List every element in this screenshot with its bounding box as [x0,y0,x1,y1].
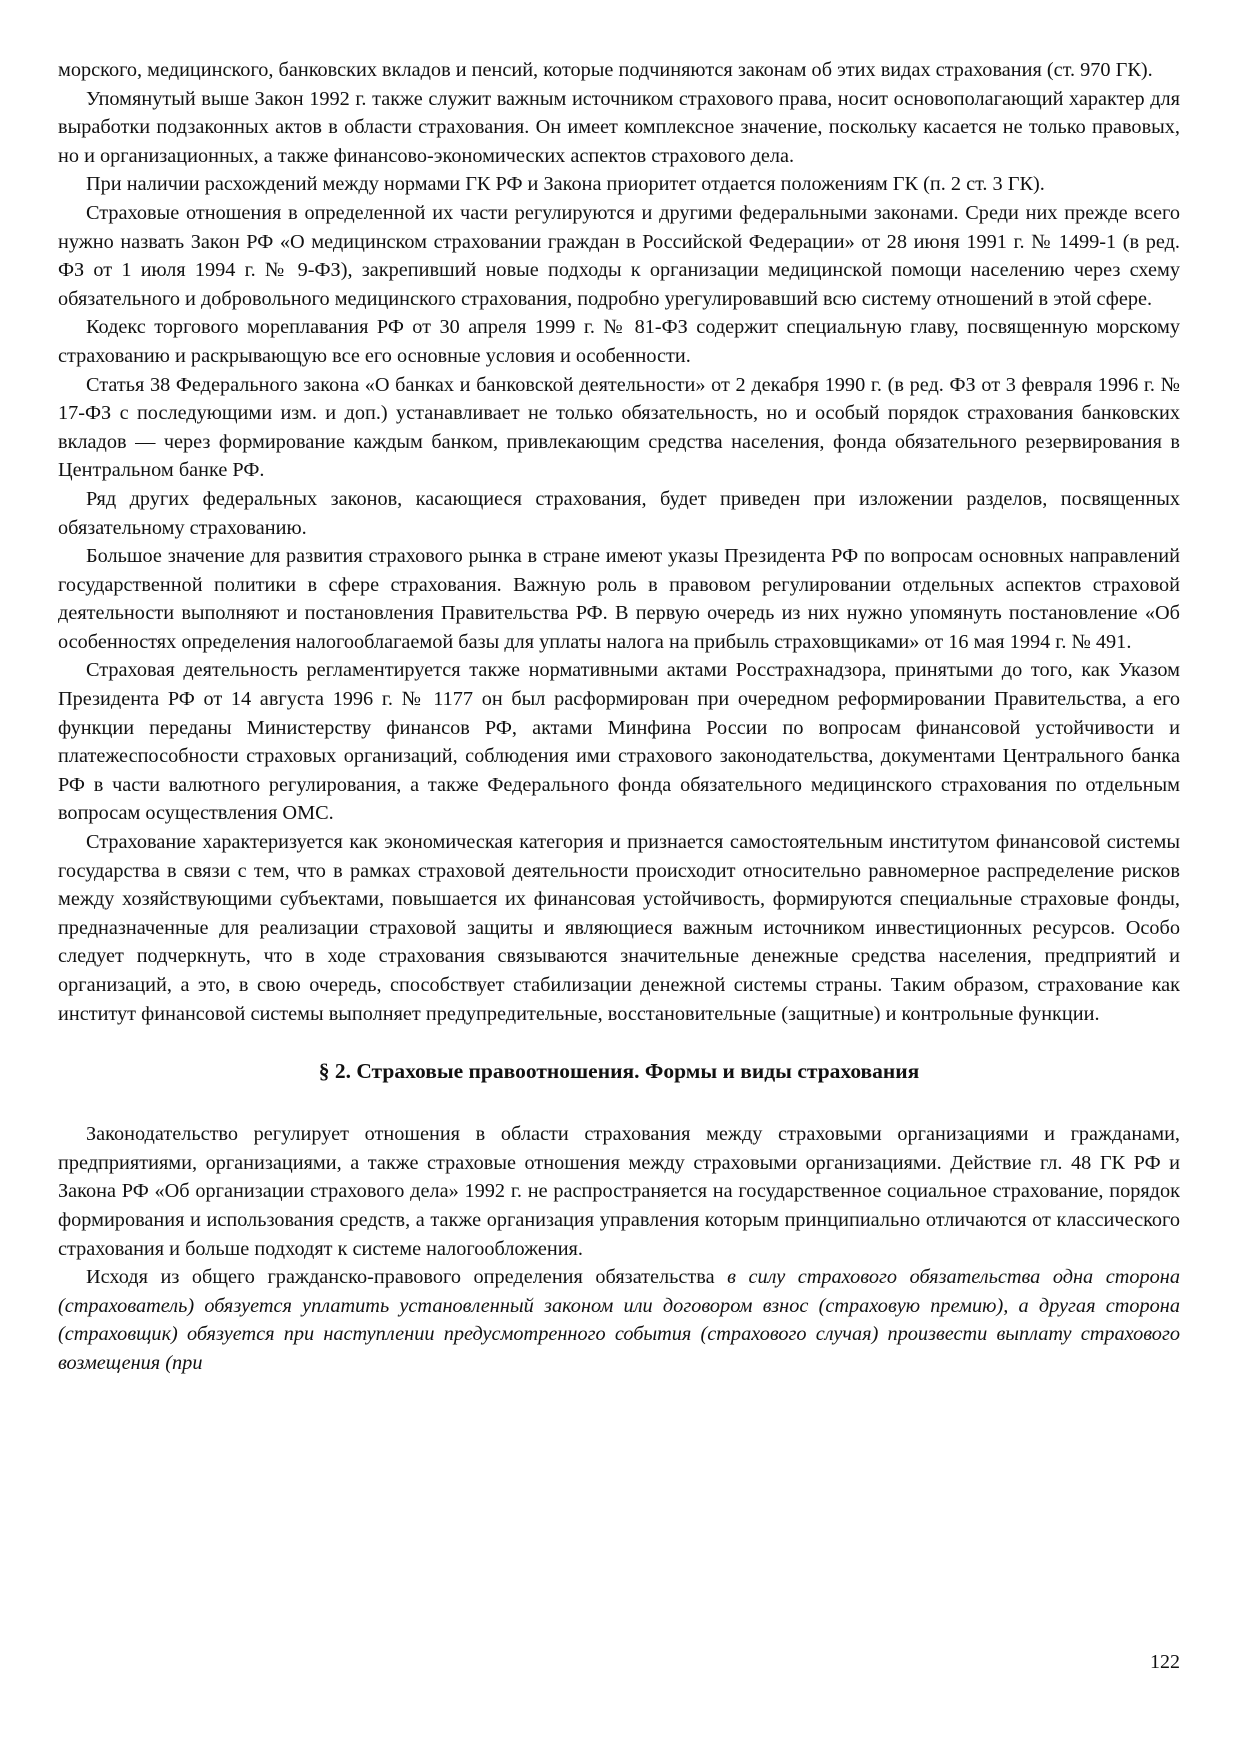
paragraph: Страховая деятельность регламентируется также нормативными актами Росстрахнадзора, принятыми до того, как Указом Президента РФ от 14 августа 1996 г. № 1177 он был расформирован при очередном реформировании Правительства, а его функции переданы Министерству финансов РФ, актами Минфина России по вопросам финансовой устойчивости и платежеспособности страховых организаций, соблюдения ими страхового законодательства, документами Центрального банка РФ в части валютного регулирования, а также Федерального фонда обязательного медицинского страхования по отдельным вопросам осуществления ОМС. [58,659,1180,825]
paragraph-lead-text: Исходя из общего гражданско-правового определения обязательства [86,1266,728,1289]
paragraph-italic-text: в силу страхового обязательства одна сторона (страхователь) обязуется уплатить установленный законом или договором взнос (страховую премию), а другая сторона (страховщик) обязуется при наступлении предусмотренного события (страхового случая) произвести выплату страхового возмещения (при [58,1266,1180,1374]
paragraph: Статья 38 Федерального закона «О банках и банковской деятельности» от 2 декабря 1990 г. (в ред. ФЗ от 3 февраля 1996 г. № 17-ФЗ с последующими изм. и доп.) устанавливает не только обязательность, но и особый порядок страхования банковских вкладов — через формирование каждым банком, привлекающим средства населения, фонда обязательного резервирования в Центральном банке РФ. [58,373,1180,482]
paragraph: Ряд других федеральных законов, касающиеся страхования, будет приведен при изложении разделов, посвященных обязательному страхованию. [58,487,1180,539]
paragraph-definition [58,1263,1180,1377]
paragraph: Страховые отношения в определенной их части регулируются и другими федеральными законами. Среди них прежде всего нужно назвать Закон РФ «О медицинском страховании граждан в Российской Федерации» от 28 июня 1991 г. № 1499-1 (в ред. ФЗ от 1 июля 1994 г. № 9-ФЗ), закрепивший новые подходы к организации медицинской помощи населению через схему обязательного и добровольного медицинского страхования, подробно урегулировавший всю систему отношений в этой сфере. [58,201,1180,310]
paragraph: Кодекс торгового мореплавания РФ от 30 апреля 1999 г. № 81-ФЗ содержит специальную главу, посвященную морскому страхованию и раскрывающую все его основные условия и особенности. [58,316,1180,367]
paragraph-continued: морского, медицинского, банковских вкладов и пенсий, которые подчиняются законам об этих видах страхования (ст. 970 ГК). [58,59,1153,81]
paragraph: Большое значение для развития страхового рынка в стране имеют указы Президента РФ по вопросам основных направлений государственной политики в сфере страхования. Важную роль в правовом регулировании отдельных аспектов страховой деятельности выполняют и постановления Правительства РФ. В первую очередь из них нужно упомянуть постановление «Об особенностях определения налогооблагаемой базы для уплаты налога на прибыль страховщиками» от 16 мая 1994 г. № 491. [58,545,1180,653]
paragraph: Законодательство регулирует отношения в области страхования между страховыми организациями и гражданами, предприятиями, организациями, а также страховые отношения между страховыми организациями. Действие гл. 48 ГК РФ и Закона РФ «Об организации страхового дела» 1992 г. не распространяется на государственное социальное страхование, порядок формирования и использования средств, а также организация управления которым принципиально отличаются от классического страхования и больше подходят к системе налогообложения. [58,1123,1180,1260]
paragraph: Упомянутый выше Закон 1992 г. также служит важным источником страхового права, носит основополагающий характер для выработки подзаконных актов в области страхования. Он имеет комплексное значение, поскольку касается не только правовых, но и организационных, а также финансово-экономических аспектов страхового дела. [58,87,1180,167]
page-body [58,56,1180,1378]
section-heading: § 2. Страховые правоотношения. Формы и виды страхования [318,1059,920,1084]
paragraph: Страхование характеризуется как экономическая категория и признается самостоятельным институтом финансовой системы государства в связи с тем, что в рамках страховой деятельности происходит относительно равномерное распределение рисков между хозяйствующими субъектами, повышается их финансовая устойчивость, формируются специальные страховые фонды, предназначенные для реализации страховой защиты и являющиеся важным источником инвестиционных ресурсов. Особо следует подчеркнуть, что в ходе страхования связываются значительные денежные средства населения, предприятий и организаций, а это, в свою очередь, способствует стабилизации денежной системы страны. Таким образом, страхование как институт финансовой системы выполняет предупредительные, восстановительные (защитные) и контрольные функции. [58,831,1180,1025]
page-number: 122 [1150,1651,1180,1673]
paragraph: При наличии расхождений между нормами ГК РФ и Закона приоритет отдается положениям ГК (п. 2 ст. 3 ГК). [86,173,1045,196]
